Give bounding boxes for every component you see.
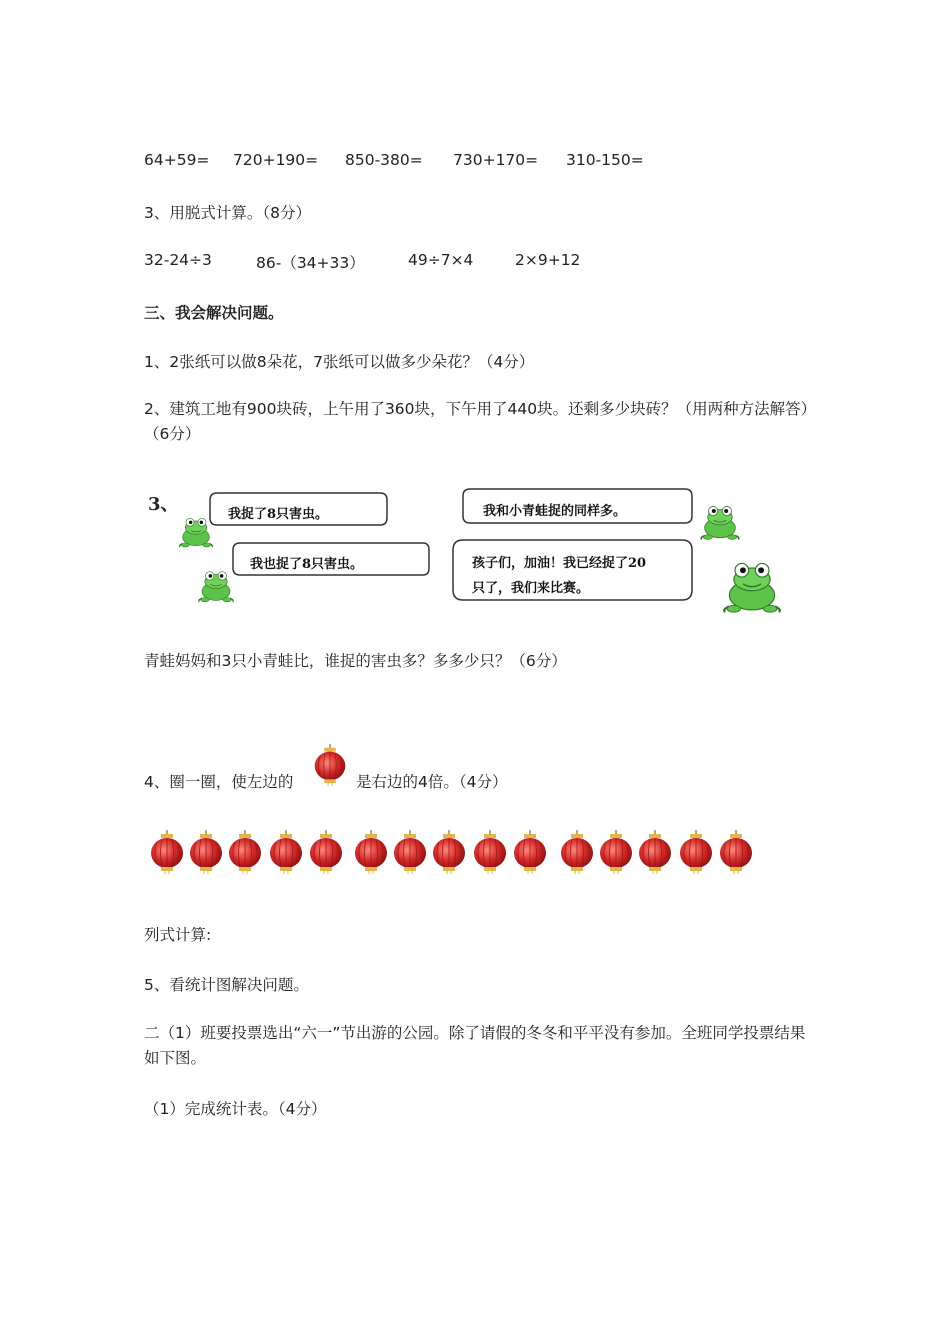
small-frog-icon (176, 514, 216, 548)
small-frog-icon (195, 567, 237, 603)
bubble-text-2: 我也捉了8只害虫。 (250, 557, 364, 572)
problem-4-left-text: 4、圈一圈，使左边的 (144, 773, 294, 791)
problem-5: 5、看统计图解决问题。 (144, 976, 309, 994)
lantern-icon[interactable] (472, 830, 508, 874)
problem-4-right-text: 是右边的4倍。（4分） (356, 773, 508, 791)
mother-frog-icon (718, 550, 786, 620)
equation: 64+59= (144, 151, 210, 169)
equation: 2×9+12 (515, 251, 581, 269)
problem-1: 1、2张纸可以做8朵花，7张纸可以做多少朵花？（4分） (144, 353, 535, 371)
lantern-icon[interactable] (392, 830, 428, 874)
equation: 32-24÷3 (144, 251, 212, 269)
equation: 850-380= (345, 151, 423, 169)
bubble-text-4: 孩子们，加油！我已经捉了20 (472, 556, 647, 571)
lantern-icon[interactable] (431, 830, 467, 874)
lantern-icon[interactable] (637, 830, 673, 874)
equation: 86-（34+33） (256, 254, 365, 272)
small-frog-icon (697, 500, 743, 542)
lantern-icon[interactable] (227, 830, 263, 874)
lantern-icon[interactable] (353, 830, 389, 874)
question-3-heading: 3、用脱式计算。（8分） (144, 204, 311, 222)
bubble-text-3: 我和小青蛙捉的同样多。 (483, 504, 627, 519)
lantern-icon[interactable] (718, 830, 754, 874)
equation: 310-150= (566, 151, 644, 169)
lantern-icon (312, 744, 348, 786)
lantern-icon[interactable] (559, 830, 595, 874)
lantern-icon[interactable] (149, 830, 185, 874)
lantern-icon[interactable] (678, 830, 714, 874)
problem-5-subquestion-1: （1）完成统计表。（4分） (144, 1100, 327, 1118)
problem-5-description: 二（1）班要投票选出“六一”节出游的公园。除了请假的冬冬和平平没有参加。全班同学投票结果如下图。 (144, 1024, 806, 1067)
problem-2: 2、建筑工地有900块砖，上午用了360块，下午用了440块。还剩多少块砖？（用两种方法解答）（6分） (144, 400, 809, 443)
section-3-title: 三、我会解决问题。 (144, 304, 284, 322)
lantern-icon[interactable] (598, 830, 634, 874)
lantern-icon[interactable] (512, 830, 548, 874)
scene-label: 3、 (148, 494, 179, 515)
equation: 49÷7×4 (408, 251, 474, 269)
problem-3-question: 青蛙妈妈和3只小青蛙比，谁捉的害虫多？多多少只？（6分） (144, 652, 567, 670)
lantern-icon[interactable] (188, 830, 224, 874)
equation: 720+190= (233, 151, 319, 169)
lantern-icon[interactable] (308, 830, 344, 874)
bubble-text-1: 我捉了8只害虫。 (228, 507, 329, 522)
list-calculation-label: 列式计算: (144, 926, 212, 944)
bubble-text-5: 只了，我们来比赛。 (472, 581, 590, 596)
equation: 730+170= (453, 151, 539, 169)
lantern-icon[interactable] (268, 830, 304, 874)
